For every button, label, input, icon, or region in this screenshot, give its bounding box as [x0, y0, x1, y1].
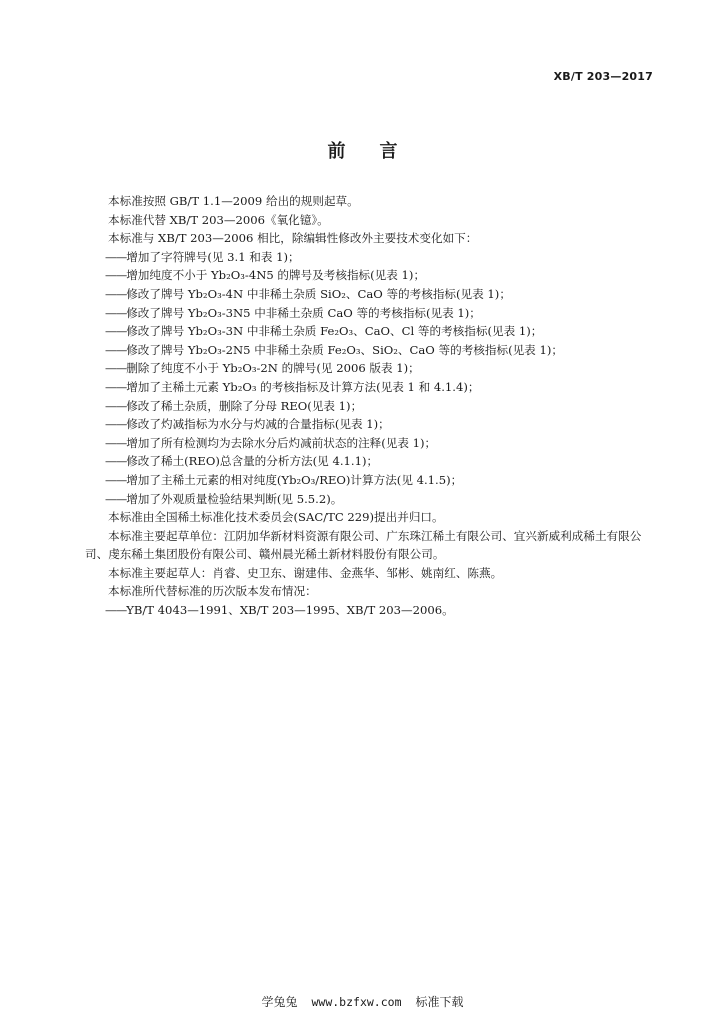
proposer-paragraph: 本标准由全国稀土标准化技术委员会(SAC/TC 229)提出并归口。	[108, 510, 444, 525]
list-item: ——删除了纯度不小于 Yb₂O₃-2N 的牌号(见 2006 版表 1)；	[105, 361, 420, 376]
list-item: ——增加了外观质量检验结果判断(见 5.5.2)。	[105, 491, 343, 506]
list-item: ——增加纯度不小于 Yb₂O₃-4N5 的牌号及考核指标(见表 1)；	[105, 268, 426, 283]
list-item: ——修改了牌号 Yb₂O₃-3N5 中非稀土杂质 CaO 等的考核指标(见表 1)；	[105, 305, 481, 320]
list-item: ——修改了牌号 Yb₂O₃-3N 中非稀土杂质 Fe₂O₃、CaO、Cl 等的考核指标(见表 1)；	[105, 324, 543, 339]
changes-intro-paragraph: 本标准与 XB/T 203—2006 相比，除编辑性修改外主要技术变化如下：	[108, 231, 478, 246]
list-item: ——修改了稀土(REO)总含量的分析方法(见 4.1.1)；	[105, 454, 379, 469]
changes-list	[85, 248, 655, 508]
list-item: ——增加了主稀土元素的相对纯度(Yb₂O₃/REO)计算方法(见 4.1.5)；	[105, 472, 463, 487]
footer-tagline: 标准下载	[415, 995, 464, 1009]
drafting-units-paragraph: 本标准主要起草单位：江阴加华新材料资源有限公司、广东珠江稀土有限公司、宜兴新威利成稀土有限公司、虔东稀土集团股份有限公司、赣州晨光稀土新材料股份有限公司。	[85, 528, 642, 562]
footer-watermark	[0, 993, 725, 1010]
list-item: ——修改了稀土杂质，删除了分母 REO(见表 1)；	[105, 398, 363, 413]
standard-code: XB/T 203—2017	[553, 70, 653, 83]
list-item: ——增加了所有检测均为去除水分后灼减前状态的注释(见表 1)；	[105, 435, 437, 450]
list-item: ——修改了灼减指标为水分与灼减的合量指标(见表 1)；	[105, 417, 390, 432]
replacement-paragraph: 本标准代替 XB/T 203—2006《氧化镱》。	[108, 212, 329, 227]
footer-site-name: 学兔兔	[261, 995, 298, 1009]
drafters-paragraph: 本标准主要起草人：肖睿、史卫东、谢建伟、金燕华、邹彬、姚南红、陈燕。	[108, 565, 503, 580]
footer-url[interactable]: www.bzfxw.com	[311, 995, 402, 1009]
history-item: ——YB/T 4043—1991、XB/T 203—1995、XB/T 203—2006。	[105, 603, 454, 618]
drafting-rule-paragraph: 本标准按照 GB/T 1.1—2009 给出的规则起草。	[108, 194, 359, 208]
list-item: ——增加了主稀土元素 Yb₂O₃ 的考核指标及计算方法(见表 1 和 4.1.4)；	[105, 379, 480, 394]
list-item: ——修改了牌号 Yb₂O₃-2N5 中非稀土杂质 Fe₂O₃、SiO₂、CaO 等的考核指标(见表 1)；	[105, 342, 563, 357]
foreword-body	[85, 192, 655, 620]
list-item: ——修改了牌号 Yb₂O₃-4N 中非稀土杂质 SiO₂、CaO 等的考核指标(见表 1)；	[105, 286, 511, 301]
page-title: 前言	[327, 141, 432, 162]
history-intro-paragraph: 本标准所代替标准的历次版本发布情况：	[108, 584, 317, 599]
list-item: ——增加了字符牌号(见 3.1 和表 1)；	[105, 249, 300, 264]
